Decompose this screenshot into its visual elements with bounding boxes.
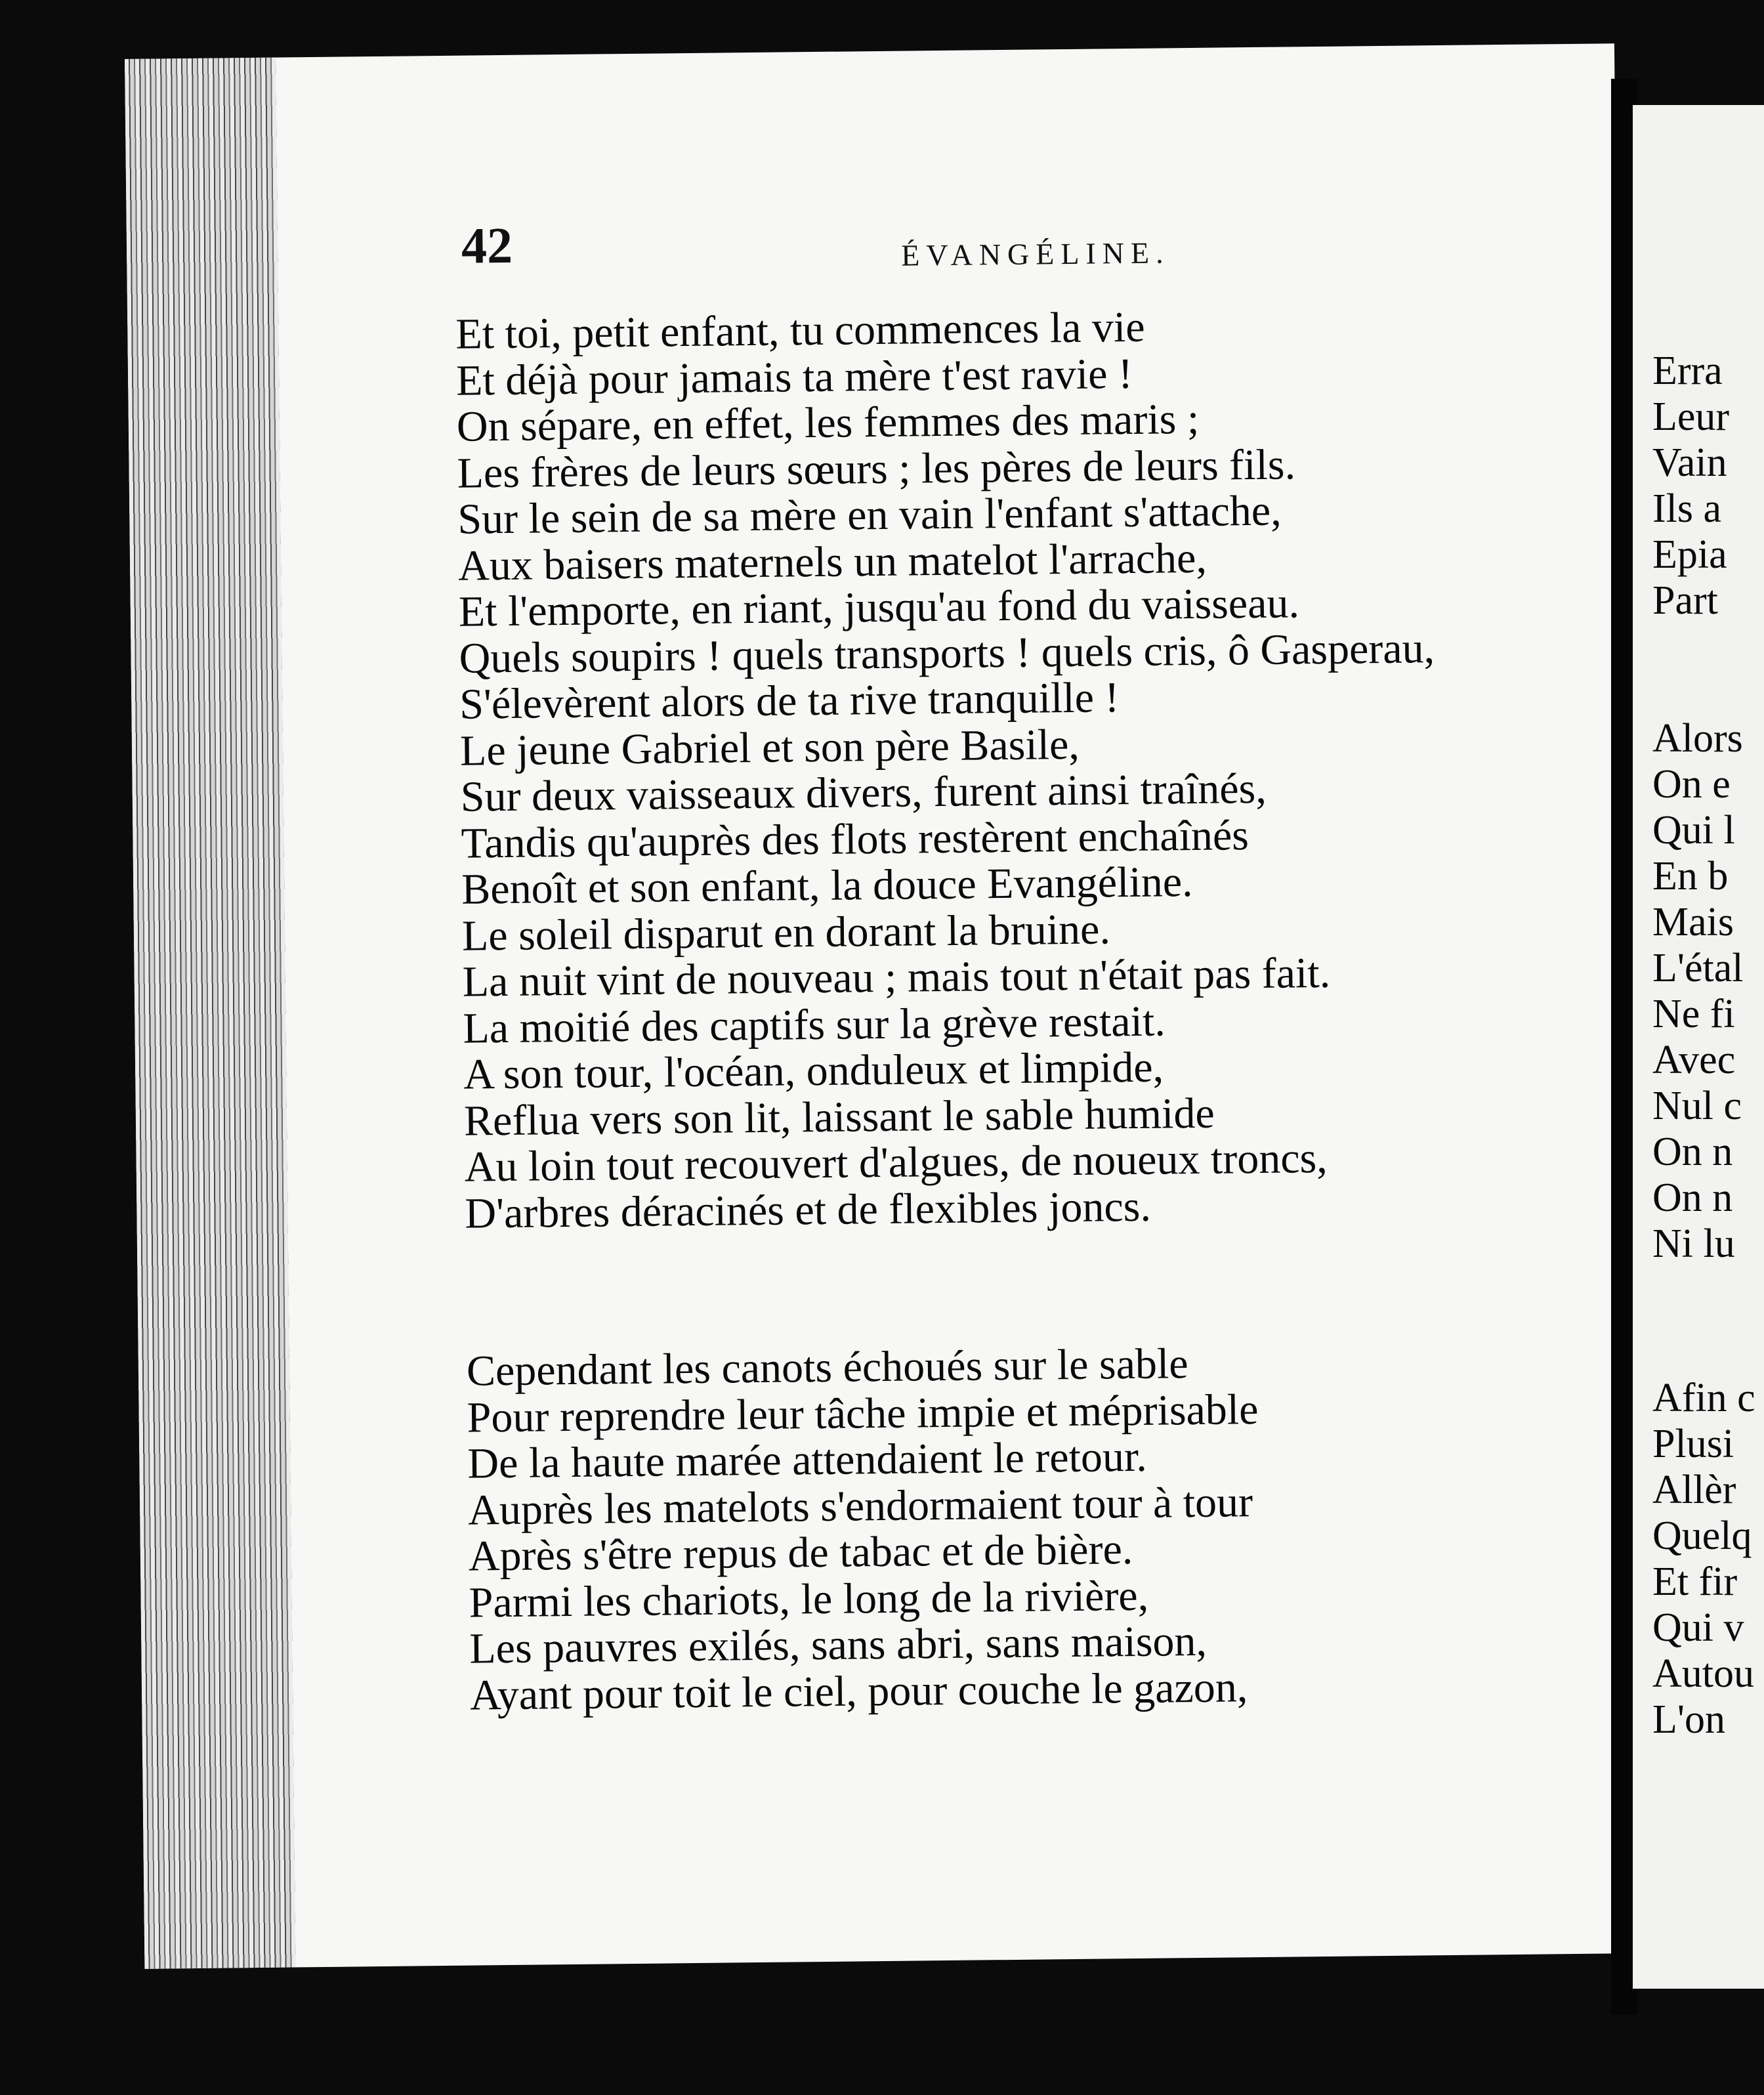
facing-page-lines-2 [1652, 715, 1744, 1267]
verse-line: Et toi, petit enfant, tu commences la vie [455, 303, 1145, 358]
verse-line: Quels soupirs ! quels transports ! quels cris, ô Gasperau, [459, 624, 1435, 683]
page-number: 42 [461, 216, 513, 274]
fragment-line: Qui l [1652, 808, 1735, 853]
fragment-line: Autou [1652, 1651, 1754, 1696]
verse-line: S'élevèrent alors de ta rive tranquille ! [459, 673, 1120, 729]
verse-line: Les pauvres exilés, sans abri, sans maison, [469, 1617, 1208, 1673]
stanza-2 [467, 1340, 1262, 1719]
verse-line: Aux baisers maternels un matelot l'arrache, [457, 534, 1208, 590]
fragment-line: On n [1652, 1130, 1733, 1174]
verse-line: La nuit vint de nouveau ; mais tout n'était pas fait. [462, 948, 1331, 1006]
fragment-line: En b [1652, 854, 1729, 899]
fragment-line: Leur [1652, 394, 1730, 439]
verse-line: A son tour, l'océan, onduleux et limpide, [463, 1043, 1164, 1099]
running-head: ÉVANGÉLINE. [900, 236, 1170, 272]
fragment-line: Et fir [1652, 1559, 1738, 1604]
fragment-line: On e [1652, 762, 1731, 807]
fragment-line: Erra [1652, 349, 1723, 393]
verse-line: Parmi les chariots, le long de la rivière, [469, 1571, 1149, 1627]
verse-line: Tandis qu'auprès des flots restèrent enchaînés [461, 811, 1250, 868]
facing-page-lines-3 [1652, 1375, 1755, 1743]
verse-line: Benoît et son enfant, la douce Evangéline. [461, 858, 1193, 914]
fragment-line: Mais [1652, 900, 1734, 944]
fragment-line: Ils a [1652, 486, 1722, 531]
facing-page-lines-1 [1652, 348, 1729, 624]
fragment-line: Avec [1652, 1038, 1736, 1082]
verse-line: La moitié des captifs sur la grève restait. [463, 996, 1166, 1053]
verse-line: Ayant pour toit le ciel, pour couche le gazon, [469, 1662, 1248, 1720]
fragment-line: Qui v [1652, 1605, 1744, 1650]
verse-line: Auprès les matelots s'endormaient tour à tour [467, 1477, 1253, 1534]
verse-line: Après s'être repus de tabac et de bière. [468, 1525, 1133, 1580]
fragment-line: Quelq [1652, 1513, 1752, 1558]
fragment-line: Nul c [1652, 1084, 1742, 1128]
verse-line: Et l'emporte, en riant, jusqu'au fond du vaisseau. [458, 579, 1300, 636]
verse-line: Le jeune Gabriel et son père Basile, [459, 720, 1080, 775]
fragment-line: On n [1652, 1175, 1733, 1220]
stanza-1 [455, 301, 1440, 1237]
fragment-line: L'on [1652, 1697, 1726, 1742]
verse-line: Au loin tout recouvert d'algues, de noueux troncs, [464, 1133, 1328, 1191]
fragment-line: Plusi [1652, 1422, 1734, 1466]
verse-line: Sur le sein de sa mère en vain l'enfant s'attache, [457, 486, 1282, 543]
fragment-line: Vain [1652, 440, 1727, 485]
verse-line: D'arbres déracinés et de flexibles joncs. [465, 1182, 1152, 1238]
verse-line: Les frères de leurs sœurs ; les pères de leurs fils. [457, 440, 1296, 497]
verse-line: On sépare, en effet, les femmes des maris ; [456, 394, 1200, 451]
fragment-line: Ne fi [1652, 992, 1735, 1036]
verse-line: Cependant les canots échoués sur le sable [466, 1340, 1188, 1395]
fragment-line: Allèr [1652, 1468, 1736, 1512]
verse-line: Sur deux vaisseaux divers, furent ainsi traînés, [460, 764, 1267, 821]
fragment-line: L'étal [1652, 946, 1744, 990]
facing-page-fragment [1633, 105, 1764, 1989]
fragment-line: Ni lu [1652, 1221, 1735, 1266]
fragment-line: Part [1652, 578, 1718, 623]
fragment-line: Alors [1652, 716, 1743, 761]
fragment-line: Afin c [1652, 1376, 1755, 1420]
book-page [125, 43, 1634, 1969]
verse-line: Et déjà pour jamais ta mère t'est ravie ! [455, 349, 1133, 405]
page-edge-stack [125, 58, 295, 1969]
fragment-line: Epia [1652, 532, 1727, 577]
verse-line: De la haute marée attendaient le retour. [467, 1432, 1148, 1488]
verse-line: Pour reprendre leur tâche impie et méprisable [467, 1385, 1259, 1442]
verse-line: Reflua vers son lit, laissant le sable humide [463, 1089, 1215, 1145]
verse-line: Le soleil disparut en dorant la bruine. [461, 904, 1111, 960]
